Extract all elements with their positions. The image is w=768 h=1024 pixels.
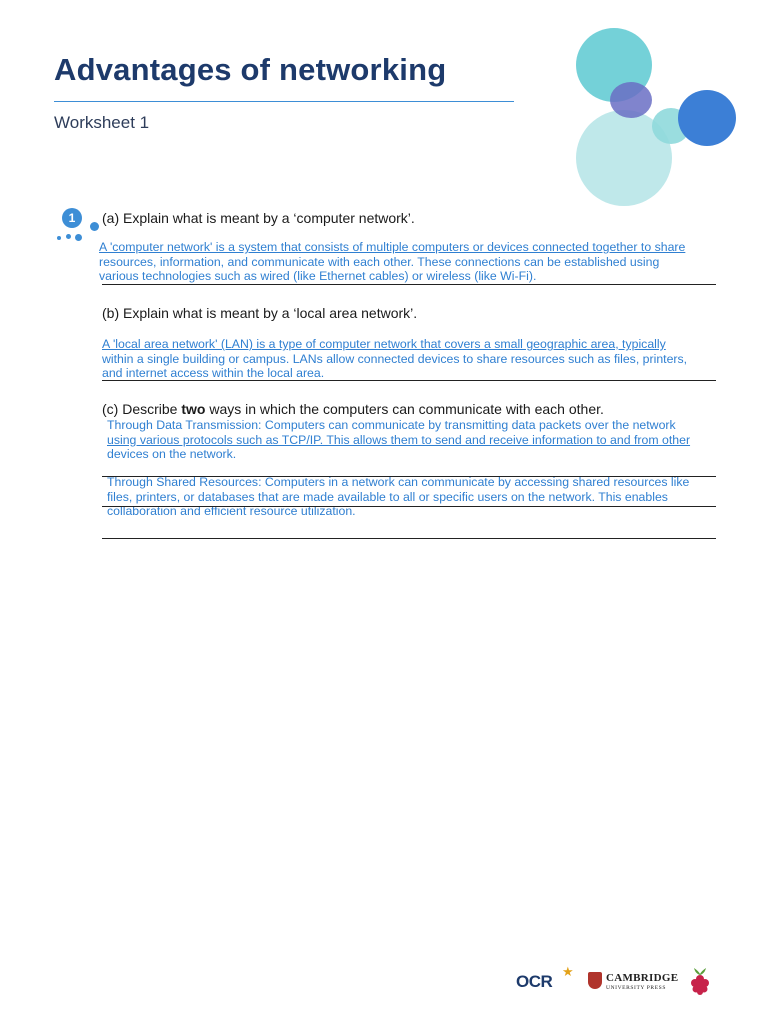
page-title: Advantages of networking xyxy=(54,52,447,87)
answer-line xyxy=(102,284,716,285)
answer-c-1-line: Through Data Transmission: Computers can communicate by transmitting data packets over the network xyxy=(107,418,676,432)
answer-c-2-line: files, printers, or databases that are made available to all or specific users on the network. This enables xyxy=(107,489,668,504)
answer-c-1-line: devices on the network. xyxy=(107,447,237,461)
answer-a-line: resources, information, and communicate with each other. These connections can be established using xyxy=(99,254,660,269)
decor-dot xyxy=(75,234,82,241)
decorative-bubbles-icon xyxy=(560,18,760,208)
question-b-prompt: (b) Explain what is meant by a ‘local area network’. xyxy=(102,305,418,321)
bubble-purple xyxy=(610,82,652,118)
answer-c-2-line: collaboration and efficient resource utilization. xyxy=(107,504,356,518)
answer-b-line: A 'local area network' (LAN) is a type of computer network that covers a small geographic area, typically xyxy=(102,337,666,351)
answer-a-line: various technologies such as wired (like Ethernet cables) or wireless (like Wi-Fi). xyxy=(99,269,537,283)
answer-b[interactable] xyxy=(102,337,687,381)
answer-a[interactable] xyxy=(99,240,685,284)
question-c-prompt xyxy=(102,401,604,417)
cambridge-press-label: UNIVERSITY PRESS xyxy=(606,985,666,991)
answer-c-2[interactable] xyxy=(107,475,689,519)
answer-c-1[interactable] xyxy=(107,418,690,462)
answer-line xyxy=(102,506,716,507)
answer-c-1-line: using various protocols such as TCP/IP. This allows them to send and receive information to and from other xyxy=(107,432,691,447)
raspberry-pi-icon xyxy=(686,964,714,998)
question-c-prompt-emphasis: two xyxy=(181,401,206,417)
decor-dot xyxy=(66,234,71,239)
question-a-prompt: (a) Explain what is meant by a ‘computer network’. xyxy=(102,210,415,226)
ocr-logo: OCR xyxy=(516,972,553,991)
bubble-dark-blue xyxy=(678,90,736,146)
worksheet-label: Worksheet 1 xyxy=(54,113,150,132)
decor-dot xyxy=(57,236,61,240)
answer-a-line: A 'computer network' is a system that consists of multiple computers or devices connected together to share xyxy=(99,240,686,254)
question-number-badge: 1 xyxy=(62,208,82,228)
answer-line xyxy=(102,380,716,381)
answer-b-line: and internet access within the local area. xyxy=(102,366,325,380)
question-c-prompt-start: (c) Describe xyxy=(102,401,182,417)
cambridge-crest-icon xyxy=(588,972,602,989)
answer-line xyxy=(102,538,716,539)
question-c-prompt-end: ways in which the computers can communicate with each other. xyxy=(205,401,604,417)
answer-c-2-line: Through Shared Resources: Computers in a network can communicate by accessing shared resources like xyxy=(107,475,690,489)
answer-b-line: within a single building or campus. LANs allow connected devices to share resources such as files, printers, xyxy=(102,351,688,366)
title-divider xyxy=(54,101,514,102)
cambridge-logo: CAMBRIDGE xyxy=(606,972,679,984)
ocr-star-icon: ★ xyxy=(562,964,574,979)
decor-dot xyxy=(90,222,99,231)
footer-logos xyxy=(516,964,726,998)
